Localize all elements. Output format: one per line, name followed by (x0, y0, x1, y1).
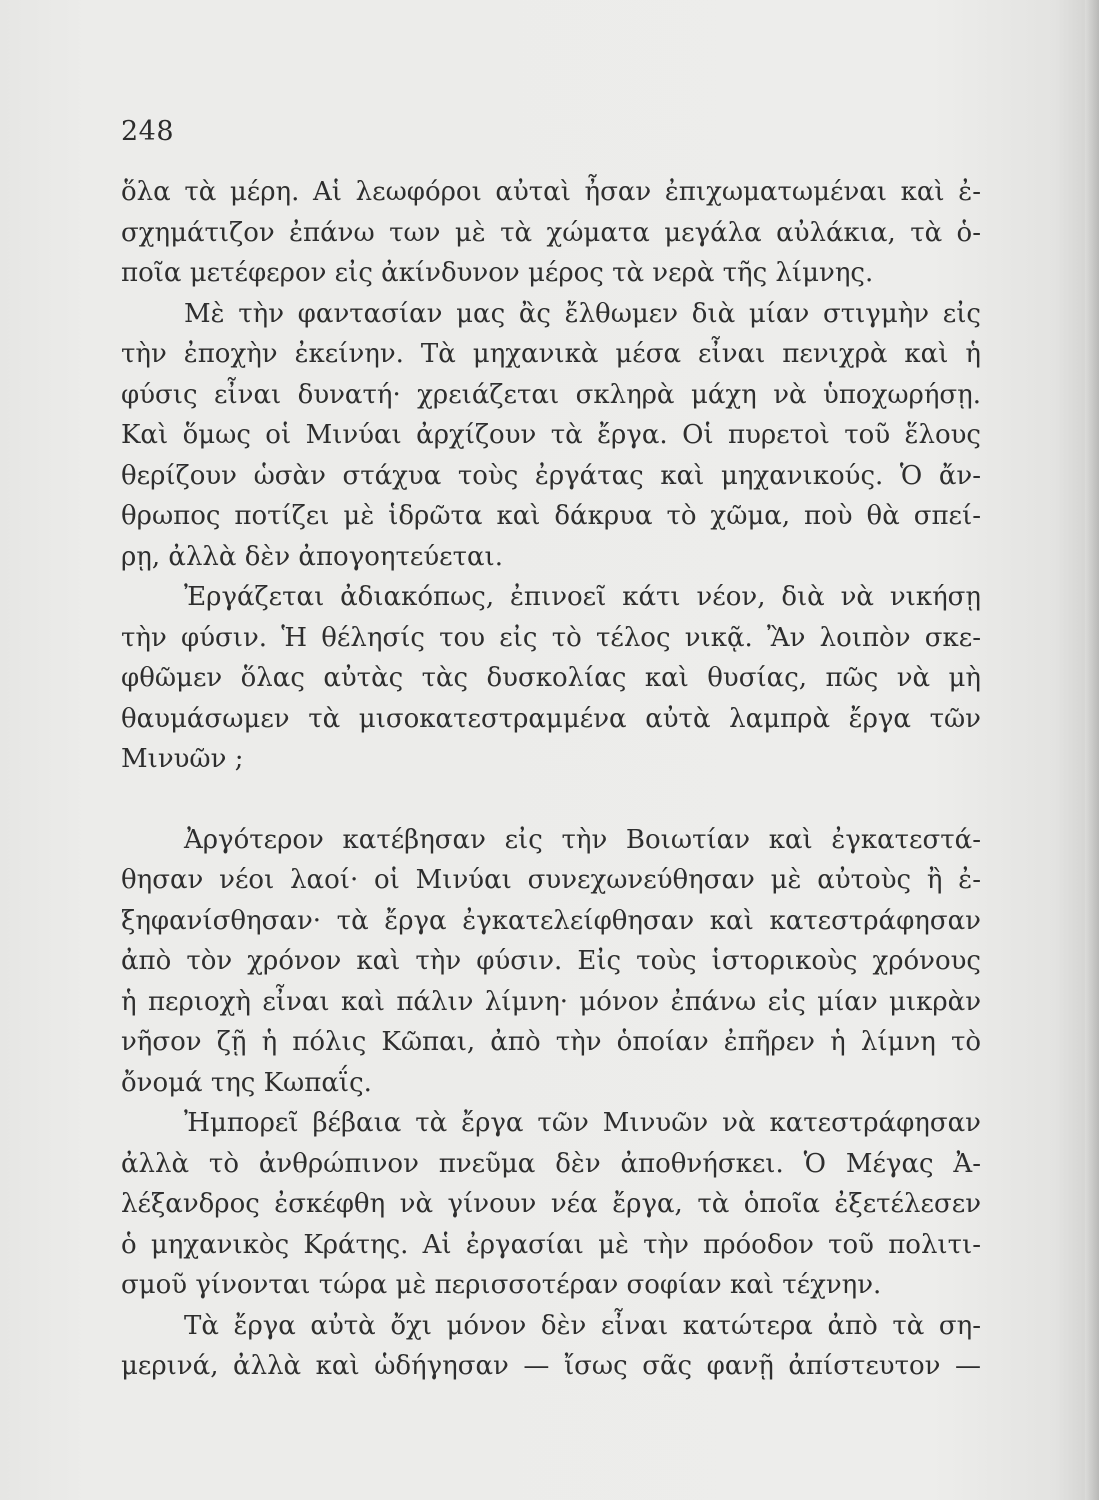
text-line: φθῶμεν ὅλας αὐτὰς τὰς δυσκολίας καὶ θυσίας, πῶς νὰ μὴ (121, 663, 981, 693)
text-line: Καὶ ὅμως οἱ Μινύαι ἀρχίζουν τὰ ἔργα. Οἱ πυρετοὶ τοῦ ἕλους (121, 420, 981, 450)
text-line: Τὰ ἔργα αὐτὰ ὄχι μόνον δὲν εἶναι κατώτερα ἀπὸ τὰ ση- (184, 1310, 981, 1341)
section-gap (121, 780, 981, 820)
text-line: θερίζουν ὡσὰν στάχυα τοὺς ἐργάτας καὶ μηχανικούς. Ὁ ἄν- (121, 460, 981, 491)
text-line: θαυμάσωμεν τὰ μισοκατεστραμμένα αὐτὰ λαμπρὰ ἔργα τῶν (121, 703, 981, 734)
text-line: μερινά, ἀλλὰ καὶ ὡδήγησαν — ἴσως σᾶς φανῇ ἀπίστευτον — (121, 1351, 981, 1381)
body-text (121, 172, 981, 1387)
text-line: Ἐργάζεται ἀδιακόπως, ἐπινοεῖ κάτι νέον, διὰ νὰ νικήσῃ (184, 582, 981, 612)
text-line: ὁ μηχανικὸς Κράτης. Αἱ ἐργασίαι μὲ τὴν πρόοδον τοῦ πολιτι- (121, 1229, 981, 1260)
text-line: σχημάτιζον ἐπάνω των μὲ τὰ χώματα μεγάλα αὐλάκια, τὰ ὁ- (121, 217, 981, 248)
text-line: ὅλα τὰ μέρη. Αἱ λεωφόροι αὐταὶ ἦσαν ἐπιχωματωμέναι καὶ ἐ- (121, 177, 981, 207)
text-line: ἀλλὰ τὸ ἀνθρώπινον πνεῦμα δὲν ἀποθνήσκει. Ὁ Μέγας Ἀ- (121, 1148, 981, 1179)
text-line: Μινυῶν ; (121, 744, 244, 774)
text-line: λέξανδρος ἐσκέφθη νὰ γίνουν νέα ἔργα, τὰ ὁποῖα ἐξετέλεσεν (121, 1189, 981, 1219)
text-line: ποῖα μετέφερον εἰς ἀκίνδυνον μέρος τὰ νερὰ τῆς λίμνης. (121, 258, 874, 288)
text-line: θησαν νέοι λαοί· οἱ Μινύαι συνεχωνεύθησαν μὲ αὐτοὺς ἢ ἐ- (121, 865, 981, 895)
text-line: ξηφανίσθησαν· τὰ ἔργα ἐγκατελείφθησαν καὶ κατεστράφησαν (121, 905, 981, 936)
text-line: ὄνομά της Κωπαΐς. (121, 1067, 372, 1098)
text-line: θρωπος ποτίζει μὲ ἱδρῶτα καὶ δάκρυα τὸ χῶμα, ποὺ θὰ σπεί- (121, 501, 981, 531)
page-edge (1085, 0, 1099, 1500)
text-line: Ἠμπορεῖ βέβαια τὰ ἔργα τῶν Μινυῶν νὰ κατεστράφησαν (184, 1108, 981, 1138)
text-line: Μὲ τὴν φαντασίαν μας ἂς ἔλθωμεν διὰ μίαν στιγμὴν εἰς (184, 298, 981, 329)
text-line: φύσις εἶναι δυνατή· χρειάζεται σκληρὰ μάχη νὰ ὑποχωρήσῃ. (121, 379, 981, 410)
text-line: ἡ περιοχὴ εἶναι καὶ πάλιν λίμνη· μόνον ἐπάνω εἰς μίαν μικρὰν (121, 986, 981, 1017)
text-line: τὴν φύσιν. Ἡ θέλησίς του εἰς τὸ τέλος νικᾷ. Ἂν λοιπὸν σκε- (121, 622, 981, 653)
text-line: ρῃ, ἀλλὰ δὲν ἀπογοητεύεται. (121, 541, 504, 572)
text-line: σμοῦ γίνονται τώρα μὲ περισσοτέραν σοφίαν καὶ τέχνην. (121, 1270, 882, 1300)
text-line: τὴν ἐποχὴν ἐκείνην. Τὰ μηχανικὰ μέσα εἶναι πενιχρὰ καὶ ἡ (121, 339, 981, 369)
text-line: νῆσον ζῇ ἡ πόλις Κῶπαι, ἀπὸ τὴν ὁποίαν ἐπῆρεν ἡ λίμνη τὸ (121, 1027, 981, 1057)
text-line: Ἀργότερον κατέβησαν εἰς τὴν Βοιωτίαν καὶ ἐγκατεστά- (184, 824, 981, 855)
text-line: ἀπὸ τὸν χρόνον καὶ τὴν φύσιν. Εἰς τοὺς ἱστορικοὺς χρόνους (121, 946, 981, 976)
page-number: 248 (121, 116, 175, 147)
